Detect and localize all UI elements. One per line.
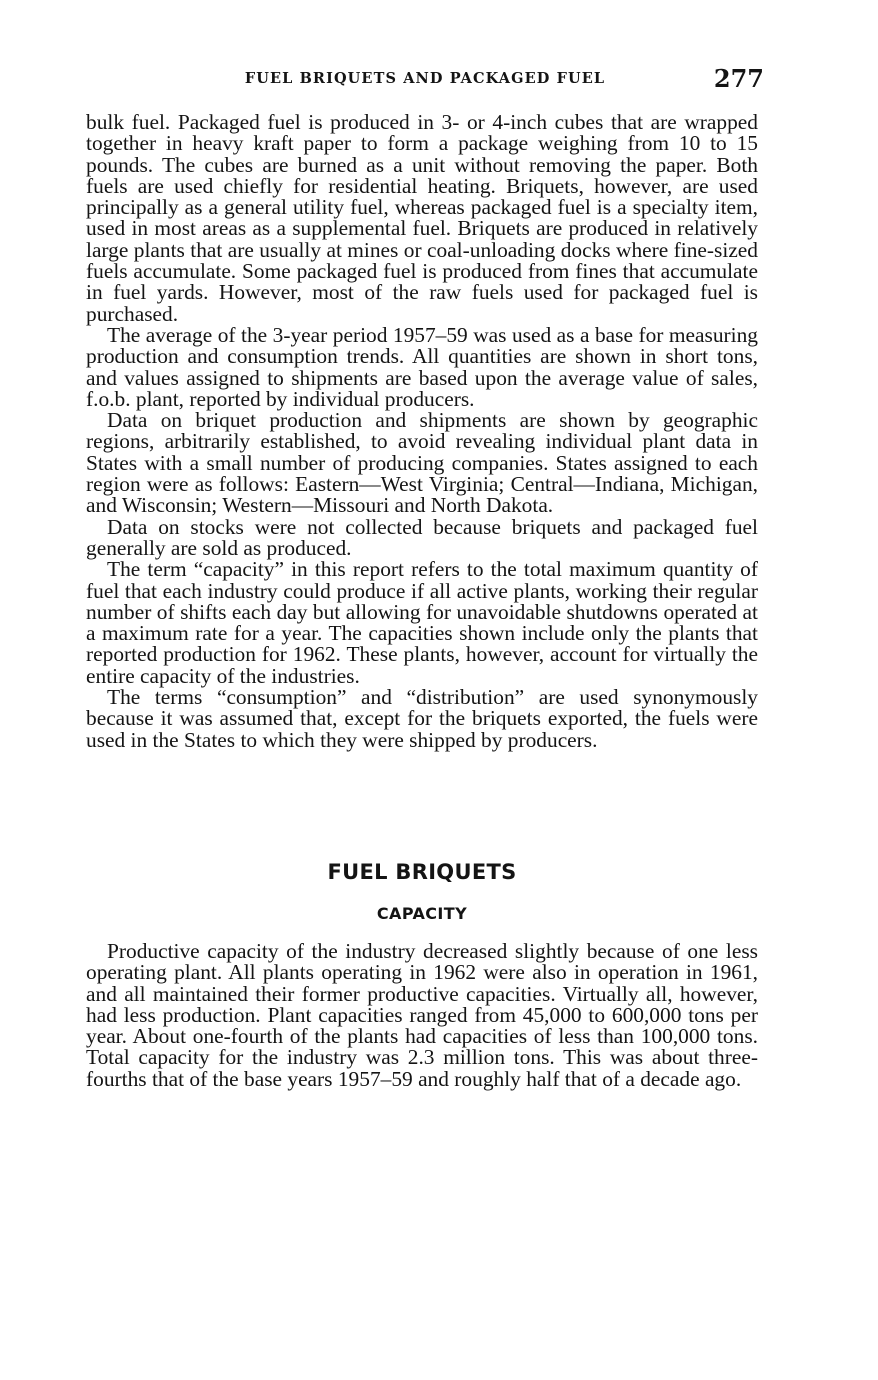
paragraph-regions: Data on briquet production and shipments are shown by geographic regions, arbitrarily established, to avoid revealing individual plant data in States with a small number of producing companies. States assigned to each region were as follows: Eastern—West Virginia; Central—Indiana, Michigan, and Wisconsin; Western—Missouri and North Dakota.: [86, 408, 758, 518]
paragraph-bulk-fuel: bulk fuel. Packaged fuel is produced in 3- or 4-inch cubes that are wrapped together in heavy kraft paper to form a package weighing from 10 to 15 pounds. The cubes are burned as a unit without removing the paper. Both fuels are used chiefly for residential heating. Briquets, however, are used principally as a general utility fuel, whereas packaged fuel is a specialty item, used in most areas as a supplemental fuel. Briquets are produced in relatively large plants that are usually at mines or coal-unloading docks where fine-sized fuels accumulate. Some packaged fuel is produced from fines that accumulate in fuel yards. However, most of the raw fuels used for packaged fuel is purchased.: [86, 110, 758, 326]
section-title: FUEL BRIQUETS: [327, 860, 517, 884]
running-head: [86, 64, 764, 96]
paragraph-capacity-definition: The term “capacity” in this report refers to the total maximum quantity of fuel that each industry could produce if all active plants, working their regular number of shifts each day but allowing for unavoidable shutdowns operated at a maximum rate for a year. The capacities shown include only the plants that reported production for 1962. These plants, however, account for virtually the entire capacity of the industries.: [86, 557, 758, 688]
page-number: 277: [713, 64, 764, 93]
intro-text: [86, 112, 758, 751]
paragraph-consumption-terms: The terms “consumption” and “distribution” are used synonymously because it was assumed that, except for the briquets exported, the fuels were used in the States to which they were shipped by producers.: [86, 685, 758, 752]
subsection-title: CAPACITY: [376, 904, 468, 923]
capacity-text: [86, 941, 758, 1090]
paragraph-stocks: Data on stocks were not collected because briquets and packaged fuel generally are sold as produced.: [86, 514, 758, 560]
running-title: FUEL BRIQUETS AND PACKAGED FUEL: [244, 70, 606, 87]
paragraph-base-period: The average of the 3-year period 1957–59 was used as a base for measuring production and consumption trends. All quantities are shown in short tons, and values assigned to shipments are based upon the average value of sales, f.o.b. plant, reported by individual producers.: [86, 322, 758, 411]
paragraph-capacity: Productive capacity of the industry decreased slightly because of one less operating plant. All plants operating in 1962 were also in operation in 1961, and all maintained their former productive capacities. Virtually all, however, had less production. Plant capacities ranged from 45,000 to 600,000 tons per year. About one-fourth of the plants had capacities of less than 100,000 tons. Total capacity for the industry was 2.3 million tons. This was about three-fourths that of the base years 1957–59 and roughly half that of a decade ago.: [86, 939, 758, 1091]
